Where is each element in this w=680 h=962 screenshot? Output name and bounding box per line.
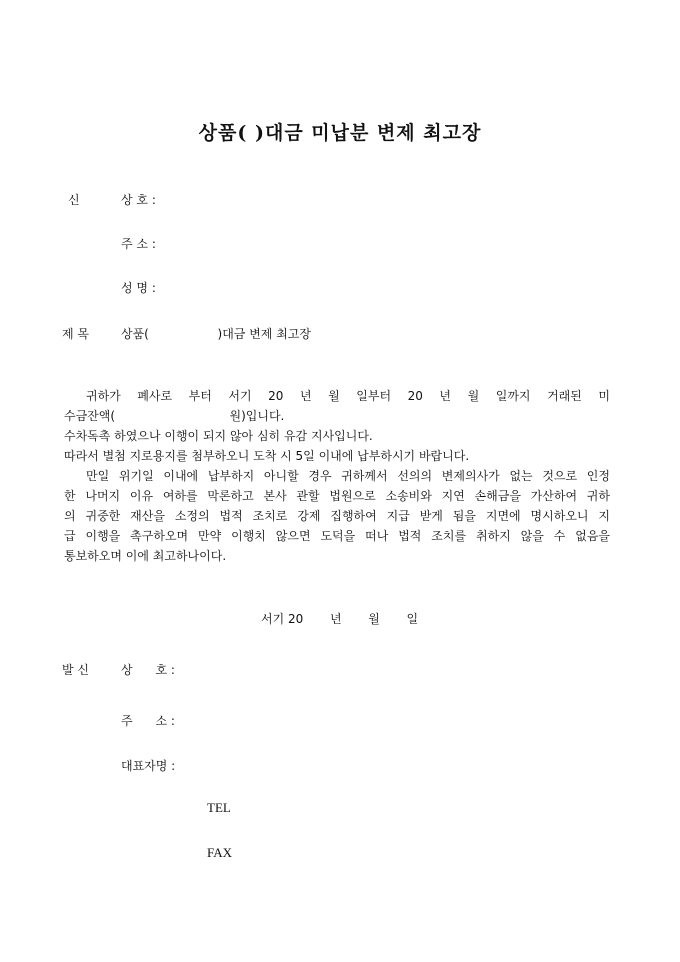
recipient-name-label: 성 명 : bbox=[121, 281, 156, 295]
body-line-5: 만일 위기일 이내에 납부하지 아니할 경우 귀하께서 선의의 변제의사가 없는 것으로 인정 bbox=[86, 469, 610, 483]
recipient-address-label: 주 소 : bbox=[121, 237, 156, 251]
body-line-4: 따라서 별첨 지로용지를 첨부하오니 도착 시 5일 이내에 납부하시기 바랍니다. bbox=[64, 449, 470, 463]
sender-label: 발 신 bbox=[62, 663, 89, 677]
body-line-8: 급 이행을 촉구하오며 만약 이행치 않으면 도덕을 떠나 법적 조치를 취하지 않을 수 없음을 bbox=[64, 529, 610, 543]
sender-address-label: 주 소 : bbox=[121, 714, 175, 728]
sender-representative-label: 대표자명 : bbox=[121, 759, 176, 773]
body-line-6: 한 나머지 이유 여하를 막론하고 본사 관할 법원으로 소송비와 지연 손해금을 가산하여 귀하 bbox=[64, 489, 610, 503]
sender-company-label: 상 호 : bbox=[121, 663, 175, 677]
body-line-2: 수금잔액( 원)입니다. bbox=[64, 409, 285, 423]
body-line-7: 의 귀중한 재산을 소정의 법적 조치로 강제 집행하여 지급 받게 됨을 지면에 명시하오니 지 bbox=[64, 509, 610, 523]
subject-label: 제 목 bbox=[62, 327, 89, 341]
sender-tel-label: TEL bbox=[207, 800, 231, 815]
recipient-company-label: 상 호 : bbox=[121, 193, 156, 207]
recipient-label: 신 bbox=[68, 193, 80, 207]
document-title: 상품( )대금 미납분 변제 최고장 bbox=[198, 122, 482, 144]
subject-text: 상품( )대금 변제 최고장 bbox=[121, 327, 311, 341]
date-line: 서기 20 년 월 일 bbox=[261, 612, 419, 626]
sender-fax-label: FAX bbox=[207, 845, 233, 860]
body-line-1: 귀하가 폐사로 부터 서기 20 년 월 일부터 20 년 월 일까지 거래된 미 bbox=[86, 389, 610, 403]
body-line-3: 수차독촉 하였으나 이행이 되지 않아 심히 유감 지사입니다. bbox=[64, 429, 373, 443]
body-line-9: 통보하오며 이에 최고하나이다. bbox=[64, 549, 227, 563]
